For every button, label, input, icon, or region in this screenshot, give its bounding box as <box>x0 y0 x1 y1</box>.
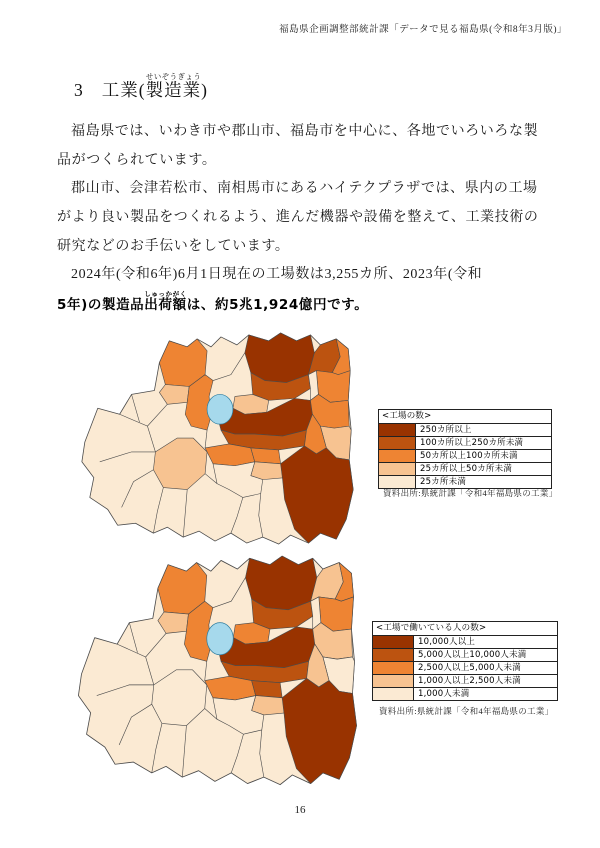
legend-row: 50カ所以上100カ所未満 <box>379 450 551 463</box>
section-title <box>74 72 208 102</box>
factory-count-legend <box>378 409 552 489</box>
legend-title: <工場の数> <box>379 410 551 424</box>
legend-row: 2,500人以上5,000人未満 <box>373 662 557 675</box>
legend-row: 100カ所以上250カ所未満 <box>379 437 551 450</box>
section-title-post: ) <box>201 80 208 100</box>
legend-swatch <box>373 649 414 661</box>
section-title-ruby: 製造業せいぞうぎょう <box>145 72 202 100</box>
paragraph-line: 郡山市、会津若松市、南相馬市にあるハイテクプラザでは、県内の工場 <box>71 181 538 197</box>
legend-swatch <box>373 675 414 687</box>
map-region-nishigo <box>252 681 283 698</box>
body-text <box>57 118 557 319</box>
map-region-nishigo <box>251 448 281 464</box>
map-region-shirakawa <box>205 676 256 700</box>
lake-inawashiro <box>207 394 233 424</box>
shukkagaku-ruby: 出荷額しゅっかがく <box>144 290 187 314</box>
paragraph-line: 研究などのお手伝いをしています。 <box>57 238 290 254</box>
section-title-pre: 工業( <box>101 80 146 100</box>
map1-svg <box>60 331 378 549</box>
legend-row: 5,000人以上10,000人未満 <box>373 649 557 662</box>
paragraph-line-emphasis: 5年)の製造品出荷額しゅっかがくは、約5兆1,924億円です。 <box>57 290 369 314</box>
legend-row: 1,000人以上2,500人未満 <box>373 675 557 688</box>
legend-swatch <box>373 688 414 700</box>
legend-row: 10,000人以上 <box>373 636 557 649</box>
legend-swatch <box>379 463 416 475</box>
page-number: 16 <box>294 804 306 816</box>
paragraph-line: 福島県では、いわき市や郡山市、福島市を中心に、各地でいろいろな製 <box>71 124 539 139</box>
legend-row: 1,000人未満 <box>373 688 557 700</box>
factory-workers-legend <box>372 621 558 701</box>
lake-inawashiro <box>207 623 233 655</box>
source-note: 資料出所:県統計課「令和4年福島県の工業」 <box>383 488 558 498</box>
paragraph-line: 2024年(令和6年)6月1日現在の工場数は3,255カ所、2023年(令和 <box>71 267 483 283</box>
map-region-ishikawa <box>251 462 285 480</box>
paragraph-line: がより良い製品をつくれるよう、進んだ機器や設備を整えて、工業技術の <box>57 210 539 226</box>
legend-swatch <box>379 450 416 462</box>
map-region-shirakawa <box>205 444 255 466</box>
map-region-ishikawa <box>252 696 287 715</box>
section-number: 3 <box>74 80 84 100</box>
legend-swatch <box>373 662 414 674</box>
legend-swatch <box>379 437 416 449</box>
page-header-credit: 福島県企画調整部統計課「データで見る福島県(令和8年3月版)」 <box>279 25 567 35</box>
legend-swatch <box>373 636 414 648</box>
paragraph-line: 品がつくられています。 <box>57 152 217 168</box>
legend-swatch <box>379 424 416 436</box>
source-note: 資料出所:県統計課「令和4年福島県の工業」 <box>379 706 554 716</box>
legend-row: 25カ所未満 <box>379 476 551 488</box>
legend-row: 250カ所以上 <box>379 424 551 437</box>
legend-row: 25カ所以上50カ所未満 <box>379 463 551 476</box>
map2-svg <box>56 554 382 790</box>
factory-workers-choropleth-map <box>56 554 382 790</box>
legend-title: <工場で働いている人の数> <box>373 622 557 636</box>
factory-count-choropleth-map <box>60 331 378 549</box>
